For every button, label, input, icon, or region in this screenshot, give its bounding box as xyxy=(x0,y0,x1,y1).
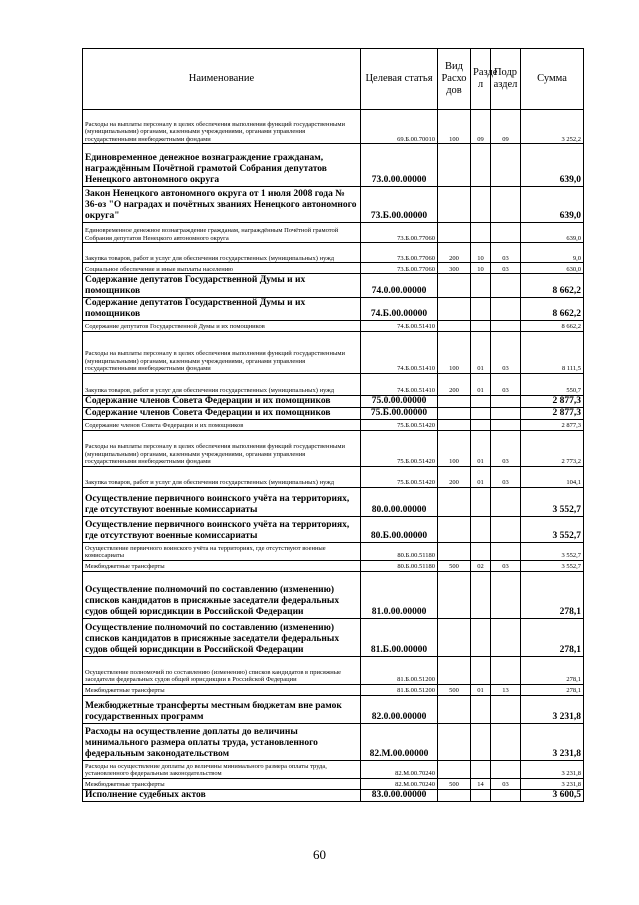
row-sum: 3 231,8 xyxy=(521,760,584,778)
row-sum: 8 111,5 xyxy=(521,331,584,373)
row-vid xyxy=(438,407,471,419)
row-sum: 3 252,2 xyxy=(521,110,584,144)
row-code: 82.М.00.70240 xyxy=(361,760,438,778)
row-name: Осуществление полномочий по составлению (изменению) списков кандидатов в присяжные заседатели федеральных судов общей юрисдикции в Российской Федерации xyxy=(83,656,361,684)
row-name: Осуществление первичного воинского учёта на территориях, где отсутствуют военные комиссариаты xyxy=(83,516,361,542)
row-podrazdel: 03 xyxy=(491,560,521,571)
row-sum: 3 552,7 xyxy=(521,560,584,571)
row-sum: 278,1 xyxy=(521,571,584,618)
row-podrazdel: 13 xyxy=(491,684,521,695)
row-name: Межбюджетные трансферты xyxy=(83,684,361,695)
row-razdel xyxy=(471,656,491,684)
row-code: 74.Б.00.00000 xyxy=(361,298,438,321)
row-podrazdel xyxy=(491,516,521,542)
row-name: Осуществление первичного воинского учёта на территориях, где отсутствуют военные комиссариаты xyxy=(83,487,361,516)
row-code: 75.0.00.00000 xyxy=(361,395,438,407)
table-row xyxy=(83,778,584,789)
row-sum: 278,1 xyxy=(521,618,584,656)
table-row xyxy=(83,187,584,223)
row-sum: 3 552,7 xyxy=(521,516,584,542)
table-row xyxy=(83,684,584,695)
row-podrazdel xyxy=(491,760,521,778)
row-sum: 3 552,7 xyxy=(521,542,584,560)
row-vid xyxy=(438,656,471,684)
row-vid xyxy=(438,223,471,243)
table-row xyxy=(83,723,584,760)
row-name: Межбюджетные трансферты местным бюджетам вне рамок государственных программ xyxy=(83,695,361,723)
table-row xyxy=(83,656,584,684)
row-code: 73.Б.00.00000 xyxy=(361,187,438,223)
row-code: 80.0.00.00000 xyxy=(361,487,438,516)
row-sum: 2 877,3 xyxy=(521,419,584,430)
row-podrazdel xyxy=(491,487,521,516)
row-code: 73.0.00.00000 xyxy=(361,144,438,187)
row-vid: 300 xyxy=(438,263,471,274)
table-row xyxy=(83,144,584,187)
table-row xyxy=(83,560,584,571)
row-vid: 200 xyxy=(438,243,471,263)
row-name: Содержание членов Совета Федерации и их помощников xyxy=(83,407,361,419)
table-row xyxy=(83,542,584,560)
table-row xyxy=(83,298,584,321)
header-razdel: Разде л xyxy=(471,49,491,110)
row-name: Осуществление полномочий по составлению (изменению) списков кандидатов в присяжные заседатели федеральных судов общей юрисдикции в Российской Федерации xyxy=(83,571,361,618)
table-header-row xyxy=(83,49,584,110)
row-name: Социальное обеспечение и иные выплаты населению xyxy=(83,263,361,274)
row-razdel: 02 xyxy=(471,560,491,571)
row-razdel: 01 xyxy=(471,430,491,466)
table-row xyxy=(83,466,584,487)
row-razdel xyxy=(471,395,491,407)
row-podrazdel xyxy=(491,274,521,298)
table-row xyxy=(83,430,584,466)
header-vid: Вид Расхо дов xyxy=(438,49,471,110)
row-vid xyxy=(438,187,471,223)
row-code: 69.Б.00.70010 xyxy=(361,110,438,144)
table-row xyxy=(83,760,584,778)
row-sum: 3 231,8 xyxy=(521,778,584,789)
row-name: Закупка товаров, работ и услуг для обеспечения государственных (муниципальных) нужд xyxy=(83,373,361,395)
row-razdel: 09 xyxy=(471,110,491,144)
row-razdel xyxy=(471,516,491,542)
row-code: 82.М.00.70240 xyxy=(361,778,438,789)
row-sum: 639,0 xyxy=(521,223,584,243)
row-vid xyxy=(438,320,471,331)
row-code: 80.Б.00.51180 xyxy=(361,542,438,560)
row-razdel xyxy=(471,187,491,223)
row-name: Расходы на выплаты персоналу в целях обеспечения выполнения функций государственными (муниципальными) органами, казенными учреждениями, органами управления государственными внебюджетными фондами xyxy=(83,331,361,373)
table-row xyxy=(83,487,584,516)
row-podrazdel xyxy=(491,789,521,801)
row-vid xyxy=(438,789,471,801)
row-sum: 2 877,3 xyxy=(521,395,584,407)
row-vid xyxy=(438,516,471,542)
row-vid xyxy=(438,542,471,560)
row-name: Закупка товаров, работ и услуг для обеспечения государственных (муниципальных) нужд xyxy=(83,243,361,263)
row-podrazdel xyxy=(491,320,521,331)
row-name: Межбюджетные трансферты xyxy=(83,560,361,571)
row-podrazdel: 03 xyxy=(491,466,521,487)
table-row xyxy=(83,407,584,419)
row-name: Осуществление полномочий по составлению (изменению) списков кандидатов в присяжные заседатели федеральных судов общей юрисдикции в Российской Федерации xyxy=(83,618,361,656)
row-razdel xyxy=(471,419,491,430)
row-podrazdel xyxy=(491,395,521,407)
table-row xyxy=(83,274,584,298)
row-podrazdel xyxy=(491,695,521,723)
row-razdel xyxy=(471,542,491,560)
table-row xyxy=(83,789,584,801)
row-razdel xyxy=(471,223,491,243)
row-code: 74.Б.00.51410 xyxy=(361,320,438,331)
row-vid xyxy=(438,395,471,407)
table-body xyxy=(83,110,584,802)
table-row xyxy=(83,110,584,144)
row-vid: 100 xyxy=(438,110,471,144)
row-sum: 278,1 xyxy=(521,656,584,684)
table-row xyxy=(83,373,584,395)
row-name: Расходы на выплаты персоналу в целях обеспечения выполнения функций государственными (муниципальными) органами, казенными учреждениями, органами управления государственными внебюджетными фондами xyxy=(83,110,361,144)
row-podrazdel: 03 xyxy=(491,331,521,373)
row-sum: 278,1 xyxy=(521,684,584,695)
row-name: Единовременное денежное вознаграждение гражданам, награждённым Почётной грамотой Собрания депутатов Ненецкого автономного округа xyxy=(83,144,361,187)
row-razdel xyxy=(471,618,491,656)
table-row xyxy=(83,516,584,542)
row-vid xyxy=(438,419,471,430)
row-code: 73.Б.00.77060 xyxy=(361,223,438,243)
row-podrazdel: 09 xyxy=(491,110,521,144)
row-code: 74.Б.00.51410 xyxy=(361,373,438,395)
row-podrazdel xyxy=(491,407,521,419)
table-row xyxy=(83,419,584,430)
row-code: 81.0.00.00000 xyxy=(361,571,438,618)
row-razdel xyxy=(471,695,491,723)
row-podrazdel xyxy=(491,542,521,560)
row-sum: 3 231,8 xyxy=(521,695,584,723)
row-code: 75.Б.00.51420 xyxy=(361,430,438,466)
row-razdel: 01 xyxy=(471,466,491,487)
row-podrazdel: 03 xyxy=(491,778,521,789)
row-name: Исполнение судебных актов xyxy=(83,789,361,801)
table-row xyxy=(83,695,584,723)
row-name: Межбюджетные трансферты xyxy=(83,778,361,789)
table-row xyxy=(83,320,584,331)
row-vid: 500 xyxy=(438,778,471,789)
row-code: 80.Б.00.51180 xyxy=(361,560,438,571)
row-name: Закупка товаров, работ и услуг для обеспечения государственных (муниципальных) нужд xyxy=(83,466,361,487)
row-code: 75.Б.00.51420 xyxy=(361,466,438,487)
row-podrazdel: 03 xyxy=(491,373,521,395)
row-razdel xyxy=(471,407,491,419)
row-razdel xyxy=(471,274,491,298)
row-vid: 500 xyxy=(438,560,471,571)
row-name: Содержание членов Совета Федерации и их помощников xyxy=(83,419,361,430)
row-podrazdel xyxy=(491,723,521,760)
row-podrazdel xyxy=(491,656,521,684)
header-name: Наименование xyxy=(83,49,361,110)
table-row xyxy=(83,331,584,373)
row-sum: 3 600,5 xyxy=(521,789,584,801)
row-code: 83.0.00.00000 xyxy=(361,789,438,801)
row-vid: 500 xyxy=(438,684,471,695)
header-sum: Сумма xyxy=(521,49,584,110)
row-podrazdel: 03 xyxy=(491,263,521,274)
table-row xyxy=(83,263,584,274)
row-vid xyxy=(438,695,471,723)
row-sum: 630,0 xyxy=(521,263,584,274)
row-razdel xyxy=(471,144,491,187)
row-name: Расходы на осуществление доплаты до величины минимального размера оплаты труда, установленного федеральным законодательством xyxy=(83,723,361,760)
row-code: 80.Б.00.00000 xyxy=(361,516,438,542)
row-razdel: 10 xyxy=(471,243,491,263)
table-row xyxy=(83,571,584,618)
budget-table xyxy=(82,48,584,802)
row-name: Расходы на выплаты персоналу в целях обеспечения выполнения функций государственными (муниципальными) органами, казенными учреждениями, органами управления государственными внебюджетными фондами xyxy=(83,430,361,466)
row-razdel: 14 xyxy=(471,778,491,789)
row-podrazdel xyxy=(491,618,521,656)
row-podrazdel xyxy=(491,571,521,618)
row-code: 73.Б.00.77060 xyxy=(361,243,438,263)
row-vid xyxy=(438,274,471,298)
row-razdel: 01 xyxy=(471,373,491,395)
row-code: 73.Б.00.77060 xyxy=(361,263,438,274)
row-razdel xyxy=(471,487,491,516)
row-vid xyxy=(438,618,471,656)
row-podrazdel xyxy=(491,298,521,321)
table-row xyxy=(83,618,584,656)
row-razdel: 01 xyxy=(471,684,491,695)
row-podrazdel xyxy=(491,223,521,243)
row-vid xyxy=(438,487,471,516)
row-sum: 639,0 xyxy=(521,144,584,187)
row-podrazdel xyxy=(491,419,521,430)
row-vid xyxy=(438,760,471,778)
table-row xyxy=(83,243,584,263)
row-razdel xyxy=(471,298,491,321)
row-name: Расходы на осуществление доплаты до величины минимального размера оплаты труда, установленного федеральным законодательством xyxy=(83,760,361,778)
row-sum: 104,1 xyxy=(521,466,584,487)
row-podrazdel: 03 xyxy=(491,243,521,263)
row-code: 82.0.00.00000 xyxy=(361,695,438,723)
row-sum: 639,0 xyxy=(521,187,584,223)
row-razdel xyxy=(471,571,491,618)
row-razdel: 01 xyxy=(471,331,491,373)
row-sum: 550,7 xyxy=(521,373,584,395)
row-vid xyxy=(438,723,471,760)
row-code: 75.Б.00.00000 xyxy=(361,407,438,419)
table-row xyxy=(83,395,584,407)
row-name: Содержание членов Совета Федерации и их помощников xyxy=(83,395,361,407)
row-vid: 100 xyxy=(438,430,471,466)
row-podrazdel xyxy=(491,187,521,223)
row-code: 81.Б.00.51200 xyxy=(361,684,438,695)
row-name: Содержание депутатов Государственной Думы и их помощников xyxy=(83,274,361,298)
row-vid: 200 xyxy=(438,373,471,395)
page-number: 60 xyxy=(313,847,326,862)
table-row xyxy=(83,223,584,243)
row-razdel xyxy=(471,760,491,778)
row-razdel: 10 xyxy=(471,263,491,274)
row-code: 75.Б.00.51420 xyxy=(361,419,438,430)
row-sum: 3 552,7 xyxy=(521,487,584,516)
row-vid xyxy=(438,571,471,618)
row-code: 74.0.00.00000 xyxy=(361,274,438,298)
row-name: Единовременное денежное вознаграждение гражданам, награждённым Почётной грамотой Собрания депутатов Ненецкого автономного округа xyxy=(83,223,361,243)
row-code: 81.Б.00.51200 xyxy=(361,656,438,684)
row-name: Содержание депутатов Государственной Думы и их помощников xyxy=(83,298,361,321)
row-sum: 8 662,2 xyxy=(521,298,584,321)
row-razdel xyxy=(471,320,491,331)
row-razdel xyxy=(471,723,491,760)
row-sum: 8 662,2 xyxy=(521,274,584,298)
row-code: 81.Б.00.00000 xyxy=(361,618,438,656)
row-sum: 3 231,8 xyxy=(521,723,584,760)
row-vid: 200 xyxy=(438,466,471,487)
row-name: Закон Ненецкого автономного округа от 1 июля 2008 года № 36-оз "О наградах и почётных званиях Ненецкого автономного округа" xyxy=(83,187,361,223)
row-podrazdel xyxy=(491,144,521,187)
row-code: 74.Б.00.51410 xyxy=(361,331,438,373)
header-podrazdel: Подр аздел xyxy=(491,49,521,110)
row-podrazdel: 03 xyxy=(491,430,521,466)
row-name: Содержание депутатов Государственной Думы и их помощников xyxy=(83,320,361,331)
row-name: Осуществление первичного воинского учёта на территориях, где отсутствуют военные комиссариаты xyxy=(83,542,361,560)
header-code: Целевая статья xyxy=(361,49,438,110)
row-razdel xyxy=(471,789,491,801)
row-sum: 9,0 xyxy=(521,243,584,263)
row-vid xyxy=(438,298,471,321)
row-sum: 2 877,3 xyxy=(521,407,584,419)
row-vid: 100 xyxy=(438,331,471,373)
row-vid xyxy=(438,144,471,187)
row-sum: 8 662,2 xyxy=(521,320,584,331)
row-sum: 2 773,2 xyxy=(521,430,584,466)
row-code: 82.М.00.00000 xyxy=(361,723,438,760)
